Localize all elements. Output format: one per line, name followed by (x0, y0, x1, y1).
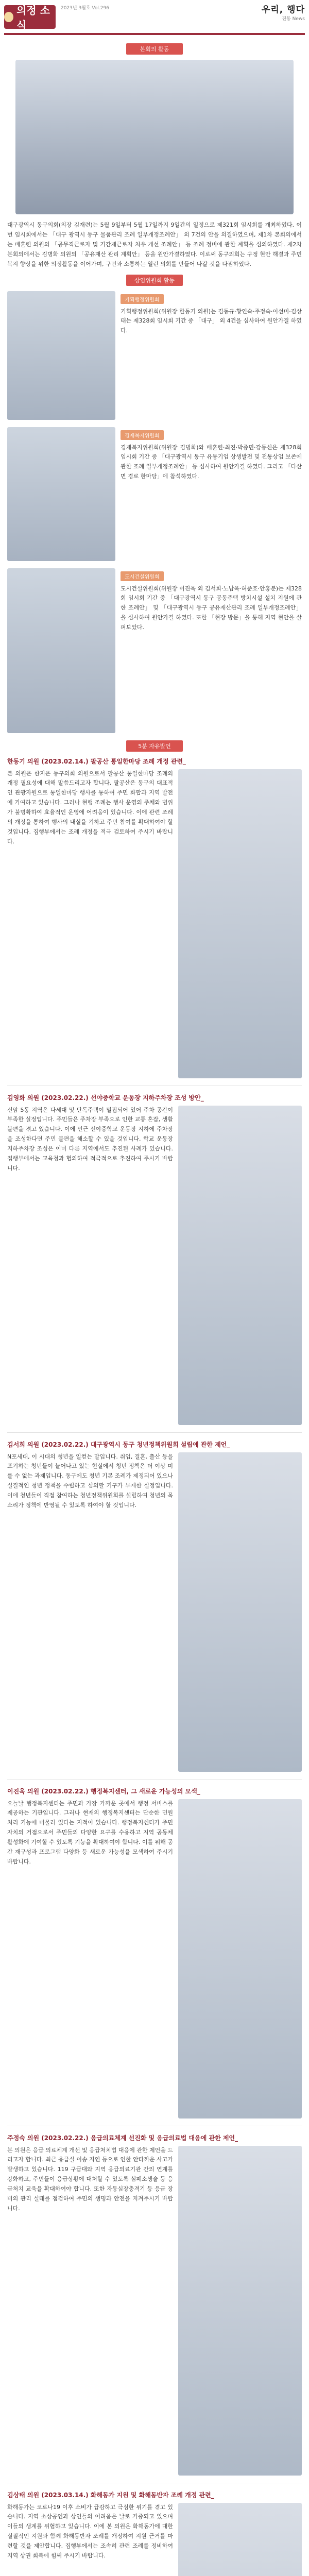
divider (7, 1432, 302, 1433)
brand-sub: 진동 News (282, 16, 305, 22)
section-title: 의정 소식 (16, 4, 50, 31)
committee-photo (7, 291, 115, 420)
speech-item (7, 757, 302, 1078)
speech-photo (178, 1799, 302, 2119)
speech-item (7, 1093, 302, 1425)
speech-photo (178, 2503, 302, 2576)
plenary-text: 대구광역시 동구의회(의장 김재련)는 5월 9일부터 5월 17일까지 9일간의 일정으로 제321회 임시회를 개최하였다. 이번 임시회에서는 「대구 광역시 동구 물품관리 조례 일부개정조례안」 외 7건의 안을 의결하였으며, 제1차 본회의에서는 배훈련 의원의 「공무직근로자 및 기간제근로자 처우 개선 조례안」 등 조례 정비에 관한 계획을 심의하였다. 제2차 본회의에서는 김병화 의원의 「공유재산 관리 계획안」 등을 원안가결하였다. 이로써 동구의회는 구정 현안 해결과 주민 복지 향상을 위한 의정활동을 이어가며, 구민과 소통하는 열린 의회를 만들어 나갈 것을 다짐하였다. (7, 222, 302, 267)
committee-text: 경제복지위원회(위원장 김병화)와 배훈련·최진·박종민·강동신은 제328회 임시회 기간 중 「대구광역시 동구 유통기업 상생발전 및 전통상업 보존에 관한 조례 일부개정조례안」 등 심사하여 원안가결 하였다. 그리고 「다산면 경로 한마당」에 참석하였다. (121, 444, 302, 480)
brand (262, 2, 305, 22)
section-title-box (4, 5, 56, 29)
section-badge-five-min: 5분 자유발언 (126, 740, 183, 752)
speech-photo (178, 769, 302, 1078)
speech-heading: 한동기 의원 (2023.02.14.) 팔공산 통일한마당 조례 개정 관련_ (7, 757, 186, 765)
committee-card (7, 291, 302, 420)
speech-text: 본 의원은 한지은 동구의회 의원으로서 팔공산 통일한마당 조례의 개정 필요성에 대해 말씀드리고자 합니다. 팔공산은 동구의 대표적인 관광자원으로 통일한마당 행사를 통하여 주민 화합과 지역 발전에 기여하고 있습니다. 그러나 현행 조례는 행사 운영의 주체와 범위가 불명확하여 효율적인 운영에 어려움이 있습니다. 이에 관련 조례의 개정을 통하여 행사의 내실을 기하고 주민 참여를 확대하여야 할 것입니다. 집행부에서는 조례 개정을 적극 검토하여 주시기 바랍니다. (7, 770, 173, 845)
speech-photo (178, 2146, 302, 2476)
committee-badge: 도시건설위원회 (121, 571, 164, 581)
speech-photo (178, 1452, 302, 1772)
issue-label: 2023년 3월호 Vol.296 (61, 6, 109, 11)
speech-text: 본 의원은 응급 의료체계 개선 및 응급처치법 대응에 관한 제언을 드리고자 합니다. 최근 응급실 이송 지연 등으로 인한 안타까운 사고가 발생하고 있습니다. 119 구급대와 지역 응급의료기관 간의 연계를 강화하고, 주민들이 응급상황에 대처할 수 있도록 심폐소생술 등 응급처치 교육을 확대하여야 합니다. 또한 자동심장충격기 등 응급 장비의 관리 실태를 점검하여 주민의 생명과 안전을 지켜주시기 바랍니다. (7, 2146, 173, 2212)
committee-text: 기획행정위원회(위원장 한동기 의원)는 김동규·황인숙·주정숙·이선미·김상태는 제328회 임시회 기간 중 「대구」 외 4건을 심사하여 원안가결 하였다. (121, 308, 302, 334)
speech-heading: 이진욱 의원 (2023.02.22.) 행정복지센터, 그 새로운 가능성의 모색_ (7, 1787, 200, 1795)
speech-heading: 김영화 의원 (2023.02.22.) 선야중학교 운동장 지하주차장 조성 방안_ (7, 1094, 204, 1101)
speech-heading: 김상태 의원 (2023.03.14.) 화해동가 지원 및 화해동반자 조례 개정 관련_ (7, 2491, 214, 2499)
section-badge-committee: 상임위원회 활동 (126, 275, 183, 286)
plenary-photo (15, 60, 294, 214)
seal-icon (4, 12, 13, 22)
committee-photo (7, 427, 115, 561)
speech-text: 신암 5동 지역은 다세대 및 단독주택이 밀집되어 있어 주차 공간이 부족한 실정입니다. 주민들은 주차장 부족으로 인한 교통 혼잡, 생활 불편을 겪고 있습니다. 이에 인근 선야중학교 운동장 지하에 주차장을 조성한다면 주민 불편을 해소할 수 있을 것입니다. 학교 운동장 지하주차장 조성은 이미 다른 지역에서도 추진된 사례가 있습니다. 집행부에서는 교육청과 협의하여 적극적으로 추진하여 주시기 바랍니다. (7, 1106, 173, 1172)
brand-name: 우리, 행다 (261, 5, 305, 15)
committee-badge: 경제복지위원회 (121, 430, 164, 440)
header (0, 0, 309, 33)
speech-item (7, 1787, 302, 2119)
speech-photo (178, 1106, 302, 1425)
speech-heading: 주정숙 의원 (2023.02.22.) 응급의료체계 선진화 및 응급의료법 대응에 관한 제언_ (7, 2134, 238, 2142)
committee-card (7, 568, 302, 733)
divider (7, 1779, 302, 1780)
committee-card (7, 427, 302, 561)
speech-item (7, 2490, 302, 2576)
section-badge-plenary: 본회의 활동 (126, 43, 183, 55)
main-content (0, 35, 309, 2576)
speech-item (7, 1440, 302, 1772)
committee-badge: 기획행정위원회 (121, 294, 164, 304)
speech-text: 오늘날 행정복지센터는 주민과 가장 가까운 곳에서 행정 서비스를 제공하는 기관입니다. 그러나 현재의 행정복지센터는 단순한 민원 처리 기능에 머물러 있다는 지적이 있습니다. 행정복지센터가 주민 자치의 거점으로서 주민들의 다양한 요구를 수용하고 지역 공동체 활성화에 기여할 수 있도록 기능을 확대하여야 합니다. 이를 위해 공간 재구성과 프로그램 다양화 등 새로운 가능성을 모색하여 주시기 바랍니다. (7, 1800, 173, 1865)
speech-item (7, 2133, 302, 2476)
committee-photo (7, 568, 115, 733)
committee-text: 도시건설위원회(위원장 이진욱 외 김서희·노남옥·허준호·안홍분)는 제328회 임시회 기간 중 「대구광역시 동구 공동주택 방치시설 설치 지원에 관한 조례안」 및 「대구광역시 동구 공유재산관리 조례 일부개정조례안」을 심사하여 원안가결 하였다. 또한 「현장 방문」을 통해 지역 현안을 살펴보았다. (121, 585, 302, 631)
speech-heading: 김서희 의원 (2023.02.22.) 대구광역시 동구 청년정책위원회 설립에 관한 제언_ (7, 1440, 230, 1448)
speech-text: N포세대, 이 시대의 청년을 일컫는 말입니다. 취업, 결혼, 출산 등을 포기하는 청년들이 늘어나고 있는 현실에서 청년 정책은 더 이상 미룰 수 없는 과제입니다. 동구에도 청년 기본 조례가 제정되어 있으나 실질적인 청년 정책을 수립하고 심의할 기구가 부재한 실정입니다. 이에 청년들이 직접 참여하는 청년정책위원회를 설립하여 청년의 목소리가 정책에 반영될 수 있도록 하여야 할 것입니다. (7, 1453, 174, 1509)
speech-text: 화해동가는 코로나19 이후 소비가 급감하고 극심한 위기를 겪고 있습니다. 지역 소상공인과 상인들의 어려움은 날로 가중되고 있으며 이들의 생계를 위협하고 있습니다. 이에 본 의원은 화해동가에 대한 실질적인 지원과 함께 화해동반자 조례를 개정하여 지원 근거를 마련할 것을 제안합니다. 집행부에서는 조속히 관련 조례를 정비하여 지역 상권 회복에 힘써 주시기 바랍니다. (7, 2503, 173, 2560)
